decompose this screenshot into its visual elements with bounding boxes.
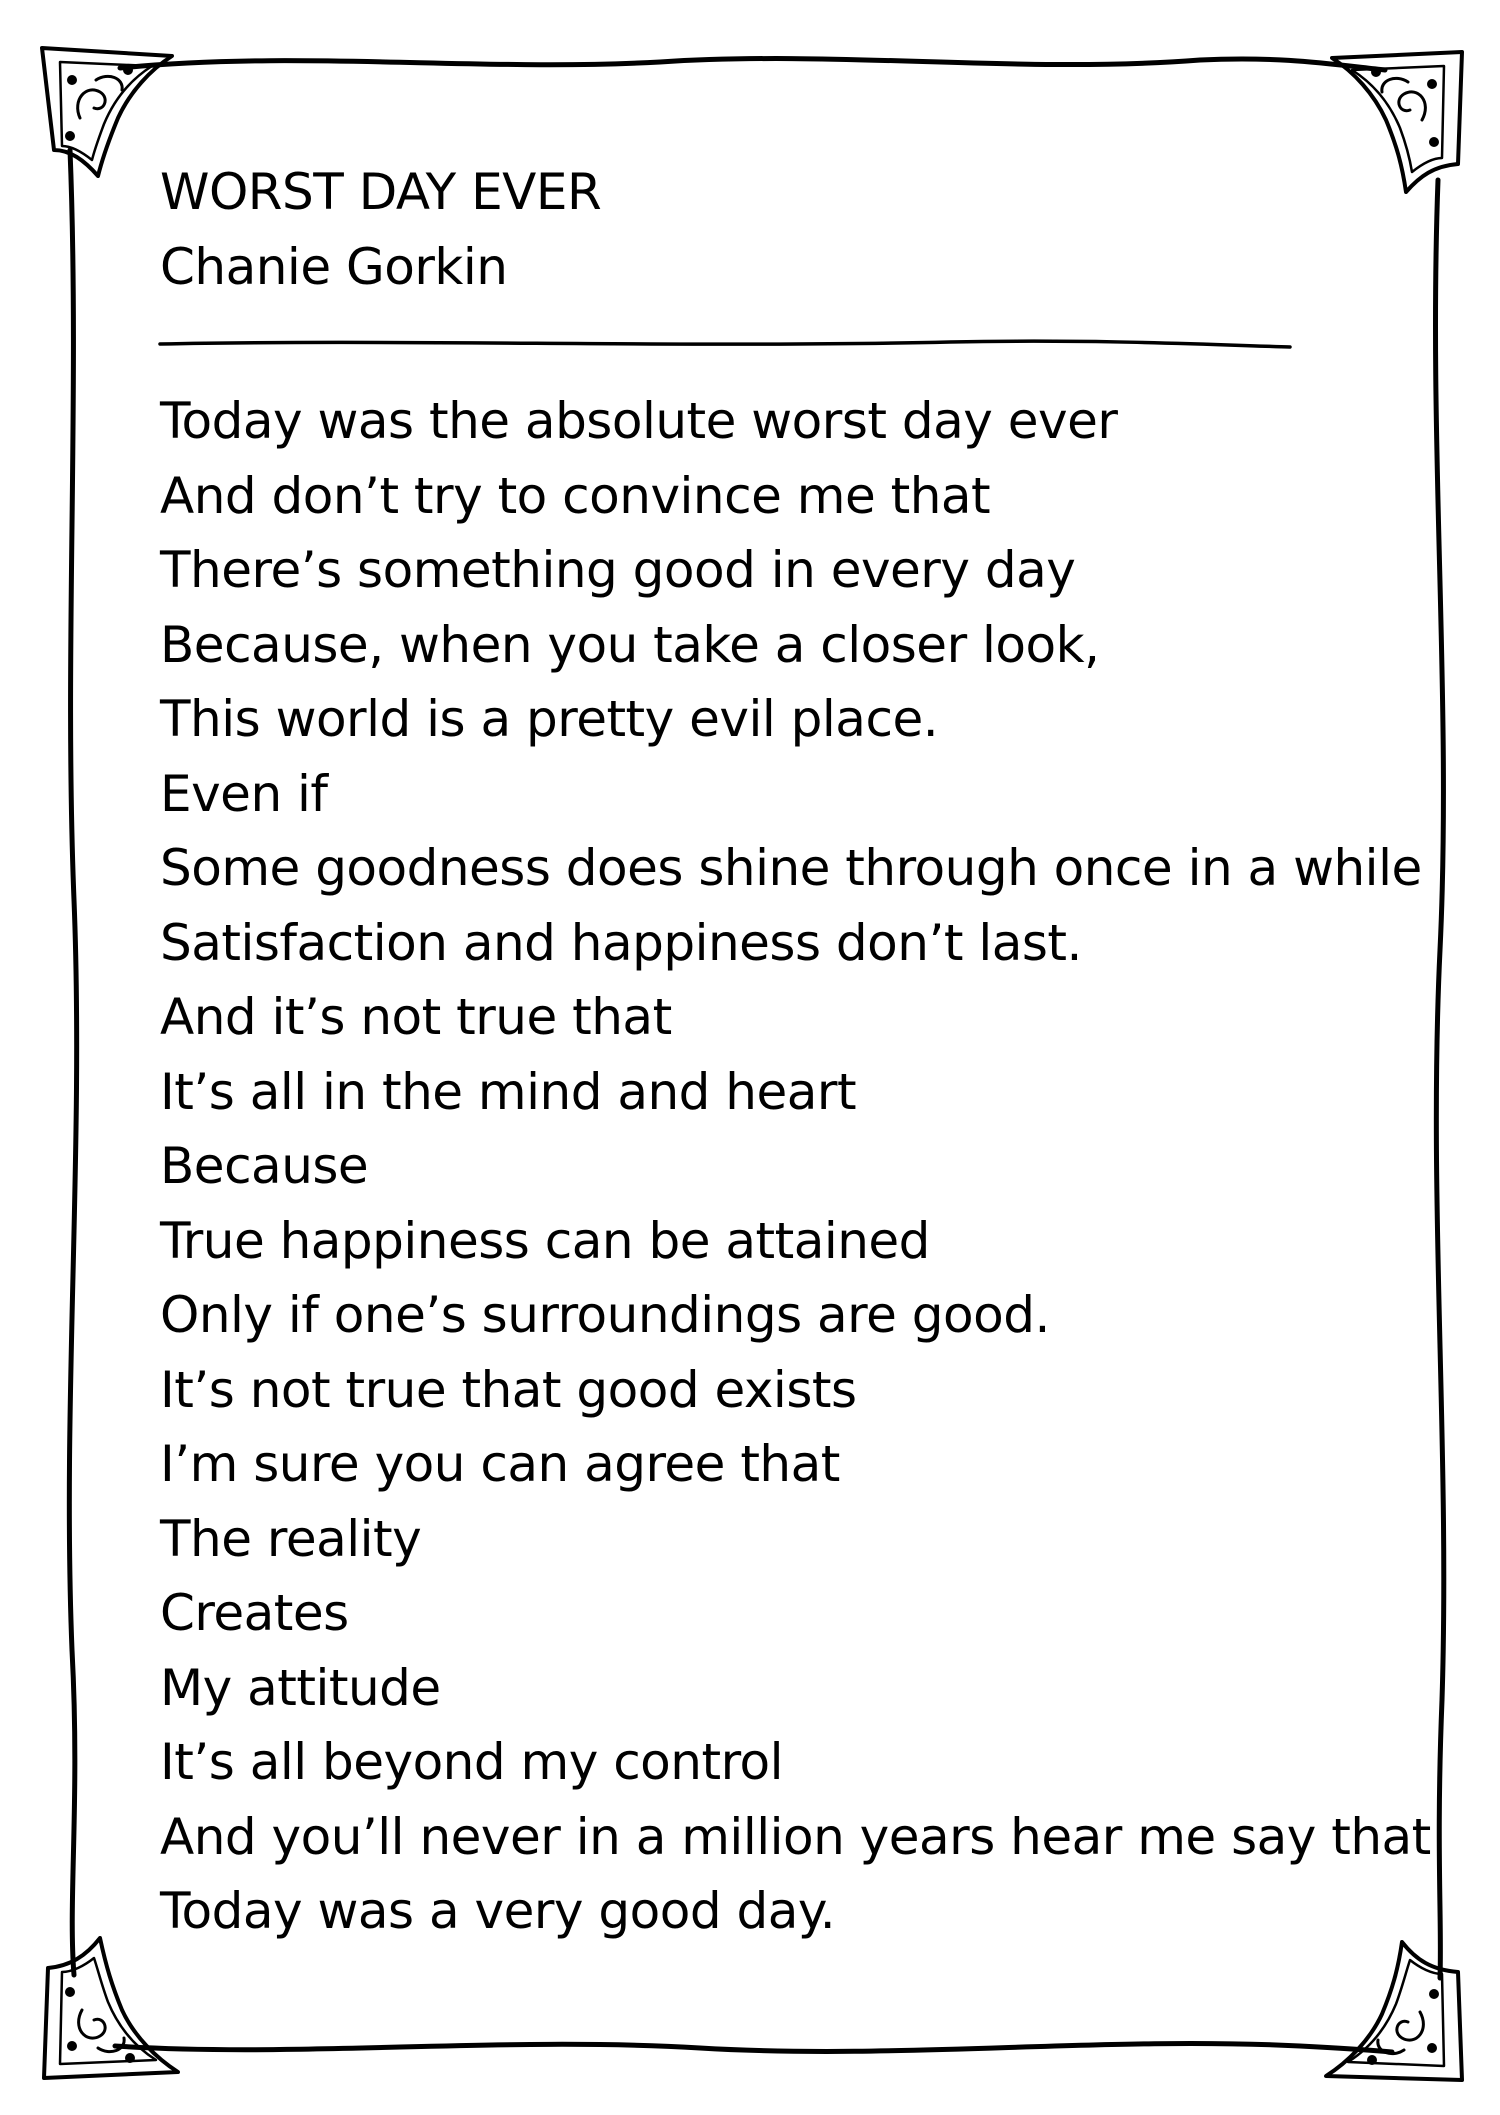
title-divider	[160, 341, 1290, 347]
poem-line: Even if	[160, 764, 328, 823]
poem-line: This world is a pretty evil place.	[160, 690, 939, 748]
corner-ornament-top-right	[1332, 52, 1462, 192]
poem-line: The reality	[160, 1509, 422, 1568]
poem-line: And it’s not true that	[160, 988, 672, 1046]
poem-line: And you’ll never in a million years hear me say that	[160, 1807, 1431, 1866]
poem-line: I’m sure you can agree that	[160, 1435, 840, 1493]
poem-line: Some goodness does shine through once in a while	[160, 839, 1422, 897]
poem-line: There’s something good in every day	[160, 541, 1076, 599]
frame-bottom-edge	[115, 2043, 1392, 2052]
poem-line: Only if one’s surroundings are good.	[160, 1286, 1050, 1344]
poem-line: Today was a very good day.	[160, 1882, 836, 1940]
frame-top-edge	[120, 59, 1385, 70]
frame-left-edge	[69, 150, 76, 1975]
poem-line: True happiness can be attained	[160, 1211, 930, 1270]
poem-line: Satisfaction and happiness don’t last.	[160, 913, 1082, 972]
poem-line: Because, when you take a closer look,	[160, 615, 1100, 674]
poem-author: Chanie Gorkin	[160, 238, 508, 296]
frame-right-edge	[1435, 180, 1443, 1978]
corner-ornament-bottom-left	[44, 1938, 178, 2078]
poem-line: Creates	[160, 1584, 349, 1642]
poem-line: Because	[160, 1137, 369, 1195]
poem-line: It’s not true that good exists	[160, 1360, 857, 1419]
poem-line: My attitude	[160, 1658, 441, 1717]
poem-body	[160, 384, 1431, 1949]
poem-title: WORST DAY EVER	[160, 163, 602, 221]
poem-line: It’s all in the mind and heart	[160, 1062, 857, 1121]
poem-line: It’s all beyond my control	[160, 1733, 784, 1791]
poem-line: And don’t try to convince me that	[160, 466, 991, 525]
poem-line: Today was the absolute worst day ever	[160, 392, 1118, 450]
